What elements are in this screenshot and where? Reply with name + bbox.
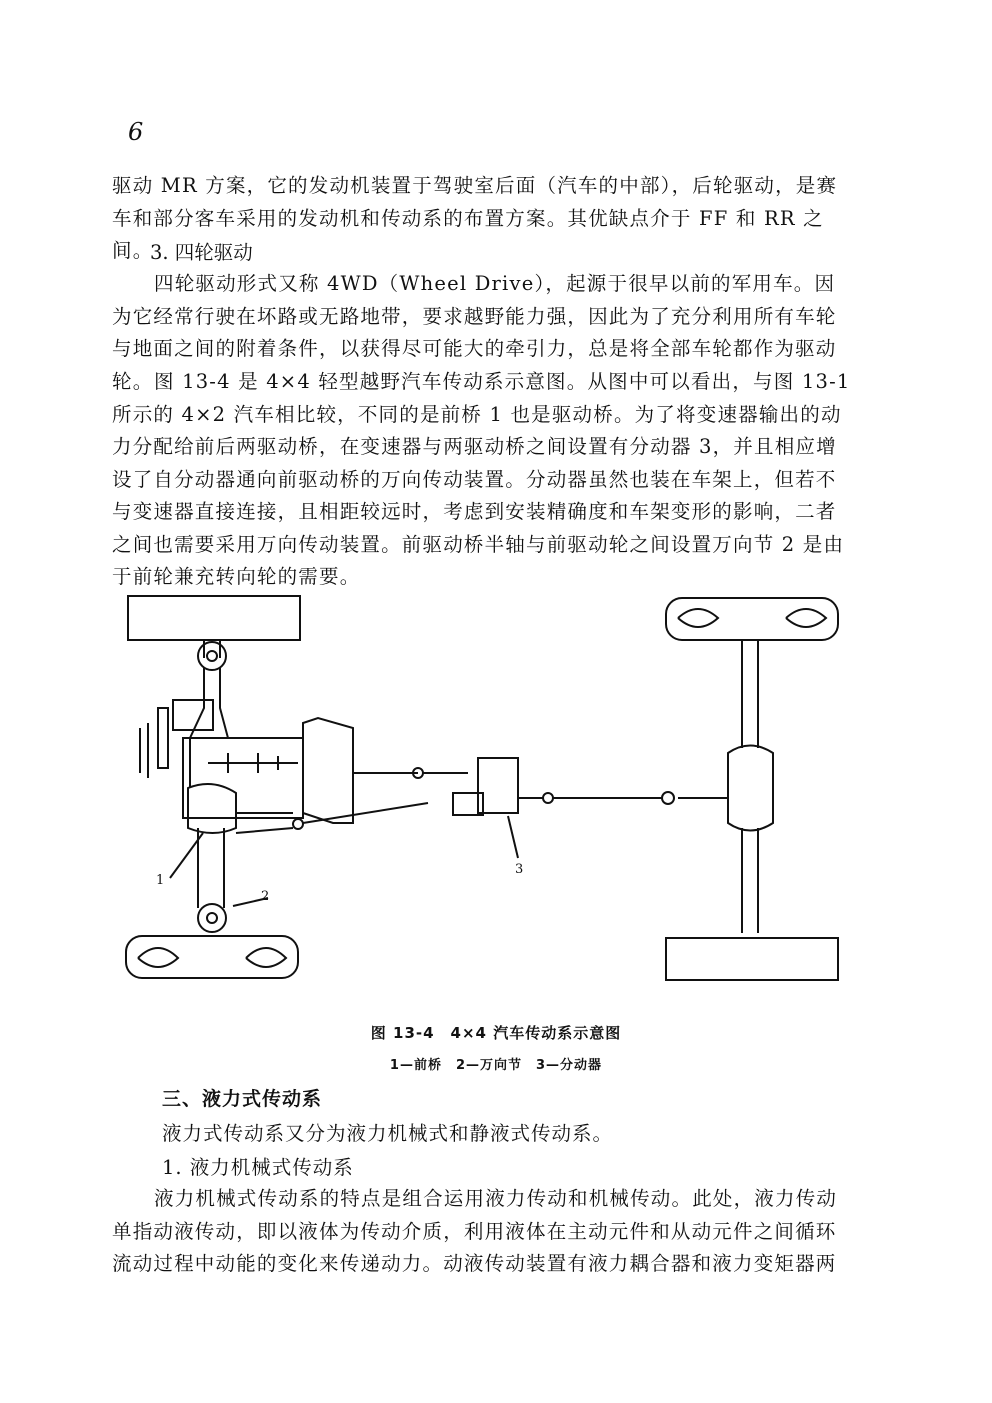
label-transfer-case: 3 xyxy=(515,862,524,877)
label-universal-joint: 2 xyxy=(261,889,270,904)
drivetrain-diagram-svg xyxy=(118,588,848,993)
radiator-fan xyxy=(158,708,168,768)
universal-joint-rear xyxy=(543,793,553,803)
rear-top-wheel xyxy=(666,598,838,640)
engine-top-block xyxy=(173,700,213,730)
front-top-wheel xyxy=(128,596,300,640)
paragraph-hydraulic-types: 液力式传动系又分为液力机械式和静液式传动系。 xyxy=(162,1122,614,1145)
front-propeller-shaft xyxy=(303,803,428,823)
rear-bottom-wheel xyxy=(666,938,838,980)
paragraph-mr-layout: 驱动 MR 方案，它的发动机装置于驾驶室后面（汽车的中部），后轮驱动，是赛车和部分客车采用的发动机和传动系的布置方案。其优缺点介于 FF 和 RR 之间。 xyxy=(112,174,838,262)
paragraph-4wd-intro: 四轮驱动形式又称 4WD（Wheel Drive），起源于很早以前的军用车。因为它经常行驶在坏路或无路地带，要求越野能力强，因此为了充分利用所有车轮与地面之间的附着条件，以获得尽可能大的牵引力，总是将全部车轮都作为驱动轮。 xyxy=(112,272,837,393)
drivetrain-diagram xyxy=(118,588,848,993)
label-front-axle: 1 xyxy=(156,873,165,888)
rear-axle-upper xyxy=(742,640,758,748)
universal-joint-2 xyxy=(198,904,226,932)
section-title-hydraulic: 三、液力式传动系 xyxy=(162,1088,323,1110)
rear-differential xyxy=(728,746,773,831)
engine-block xyxy=(183,738,303,818)
page-number: 6 xyxy=(128,118,144,146)
figure-legend: 1—前桥 2—万向节 3—分动器 xyxy=(389,1058,603,1073)
gearbox xyxy=(303,718,353,823)
figure-caption: 图 13-4 4×4 汽车传动系示意图 xyxy=(370,1024,622,1042)
heading-four-wheel-drive: 3. 四轮驱动 xyxy=(150,241,253,264)
paragraph-hydromechanical: 液力机械式传动系的特点是组合运用液力传动和机械传动。此处，液力传动单指动液传动，即以液体为传动介质，利用液体在主动元件和从动元件之间循环流动过程中动能的变化来传递动力。动液传动装置有液力耦合器和液力变矩器两 xyxy=(112,1187,838,1275)
front-bottom-wheel xyxy=(126,936,298,978)
front-differential xyxy=(188,784,236,833)
rear-axle-lower xyxy=(742,828,758,933)
front-axle-lower xyxy=(198,828,224,908)
upper-kingpin xyxy=(198,642,226,670)
subheading-hydromechanical: 1. 液力机械式传动系 xyxy=(162,1156,354,1179)
front-axle-upper xyxy=(190,668,228,788)
paragraph-figure-description: 图 13-4 是 4×4 轻型越野汽车传动系示意图。从图中可以看出，与图 13-1 所示的 4×2 汽车相比较，不同的是前桥 1 也是驱动桥。为了将变速器输出的动力分配给前后两驱动桥，在变速器与两驱动桥之间设置有分动器 3，并且相应增设了自分动器通向前驱动桥的万向传动装置。分动器虽然也装在车架上，但若不与变速器直接连接，且相距较远时，考虑到安装精确度和车架变形的影响，二者之间也需要采用万向传动装置。前驱动桥半轴与前驱动轮之间设置万向节 2 是由于前轮兼充转向轮的需要。 xyxy=(112,370,851,588)
